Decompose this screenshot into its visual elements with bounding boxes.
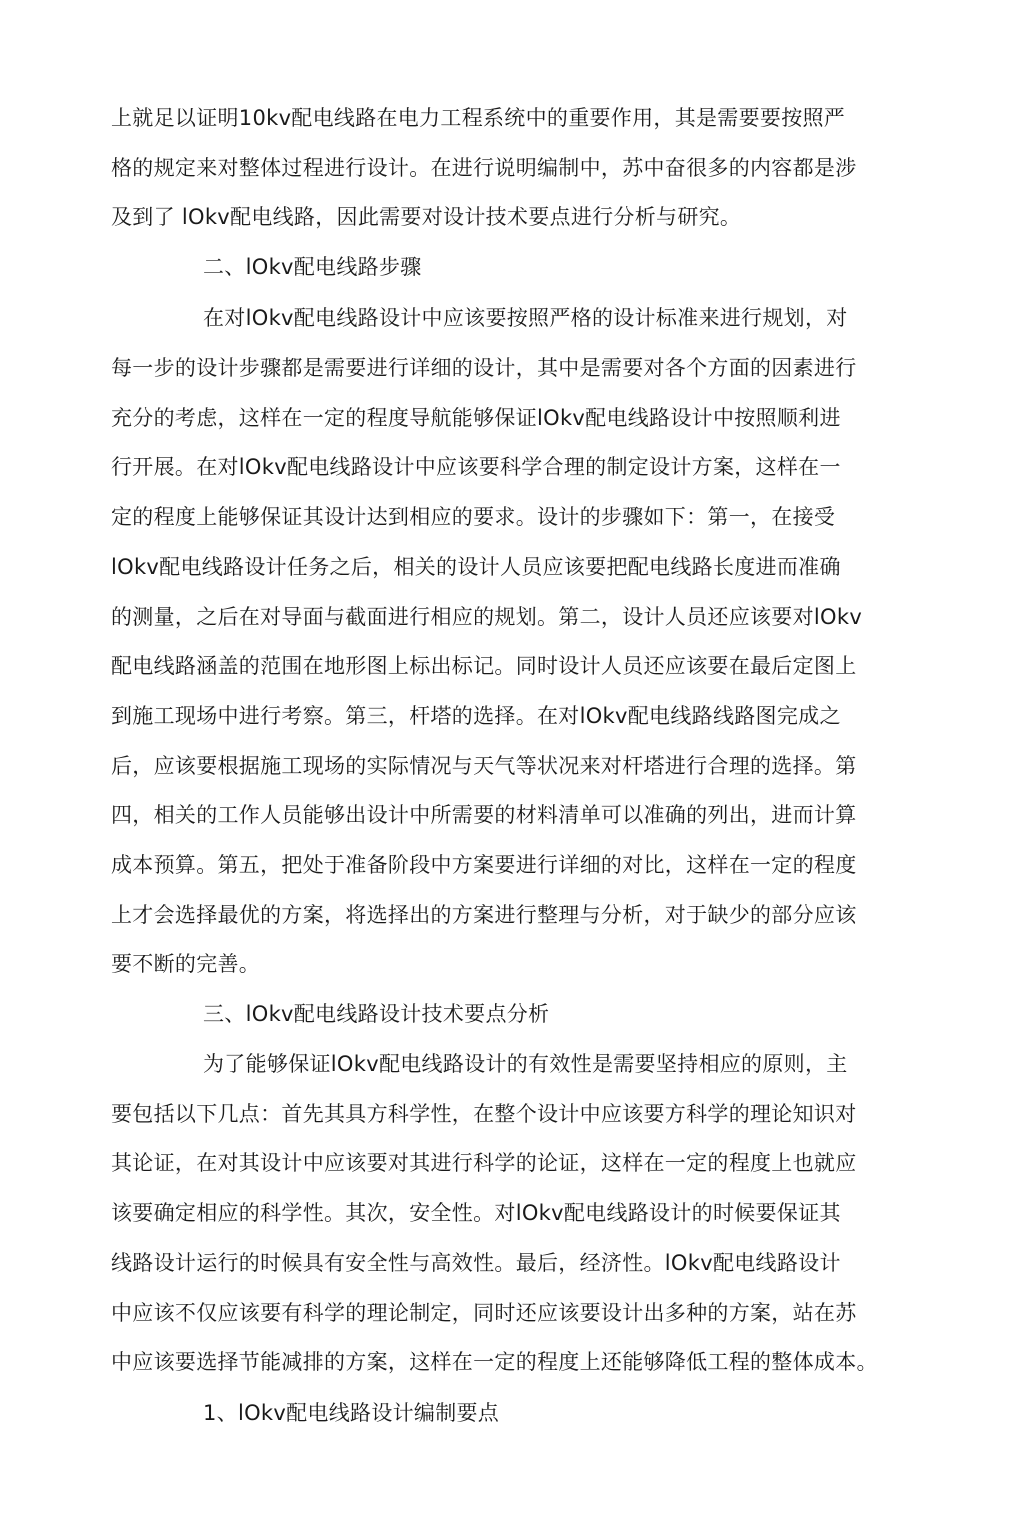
text-line: 上就足以证明10kv配电线路在电力工程系统中的重要作用，其是需要要按照严 [111, 106, 846, 130]
text-line: 行开展。在对lOkv配电线路设计中应该要科学合理的制定设计方案，这样在一 [111, 455, 841, 479]
text-line: 其论证，在对其设计中应该要对其进行科学的论证，这样在一定的程度上也就应 [111, 1151, 857, 1175]
text-line: 在对lOkv配电线路设计中应该要按照严格的设计标准来进行规划，对 [203, 306, 848, 330]
text-line: 要包括以下几点：首先其具方科学性，在整个设计中应该要方科学的理论知识对 [111, 1102, 857, 1126]
text-line: 及到了 lOkv配电线路，因此需要对设计技术要点进行分析与研究。 [111, 205, 742, 229]
text-line: 要不断的完善。 [111, 952, 261, 976]
section-heading: 三、lOkv配电线路设计技术要点分析 [203, 1002, 550, 1026]
text-line: 格的规定来对整体过程进行设计。在进行说明编制中，苏中奋很多的内容都是涉 [111, 156, 857, 180]
text-line: lOkv配电线路设计任务之后，相关的设计人员应该要把配电线路长度进而准确 [111, 555, 841, 579]
text-line: 定的程度上能够保证其设计达到相应的要求。设计的步骤如下：第一，在接受 [111, 505, 836, 529]
text-line: 充分的考虑，这样在一定的程度导航能够保证lOkv配电线路设计中按照顺利进 [111, 406, 841, 430]
section-heading: 二、lOkv配电线路步骤 [203, 255, 422, 279]
text-line: 为了能够保证lOkv配电线路设计的有效性是需要坚持相应的原则，主 [203, 1052, 848, 1076]
text-line: 线路设计运行的时候具有安全性与高效性。最后，经济性。lOkv配电线路设计 [111, 1251, 841, 1275]
text-line: 上才会选择最优的方案，将选择出的方案进行整理与分析，对于缺少的部分应该 [111, 903, 857, 927]
text-line: 每一步的设计步骤都是需要进行详细的设计，其中是需要对各个方面的因素进行 [111, 356, 857, 380]
text-line: 后，应该要根据施工现场的实际情况与天气等状况来对杆塔进行合理的选择。第 [111, 754, 857, 778]
section-heading: 1、lOkv配电线路设计编制要点 [203, 1401, 500, 1425]
text-line: 该要确定相应的科学性。其次，安全性。对lOkv配电线路设计的时候要保证其 [111, 1201, 841, 1225]
text-line: 的测量，之后在对导面与截面进行相应的规划。第二，设计人员还应该要对lOkv [111, 605, 863, 629]
text-line: 中应该不仅应该要有科学的理论制定，同时还应该要设计出多种的方案，站在苏 [111, 1301, 857, 1325]
text-line: 到施工现场中进行考察。第三，杆塔的选择。在对lOkv配电线路线路图完成之 [111, 704, 841, 728]
text-line: 配电线路涵盖的范围在地形图上标出标记。同时设计人员还应该要在最后定图上 [111, 654, 857, 678]
text-line: 中应该要选择节能减排的方案，这样在一定的程度上还能够降低工程的整体成本。 [111, 1350, 878, 1374]
text-line: 成本预算。第五，把处于准备阶段中方案要进行详细的对比，这样在一定的程度 [111, 853, 857, 877]
text-line: 四，相关的工作人员能够出设计中所需要的材料清单可以准确的列出，进而计算 [111, 803, 857, 827]
